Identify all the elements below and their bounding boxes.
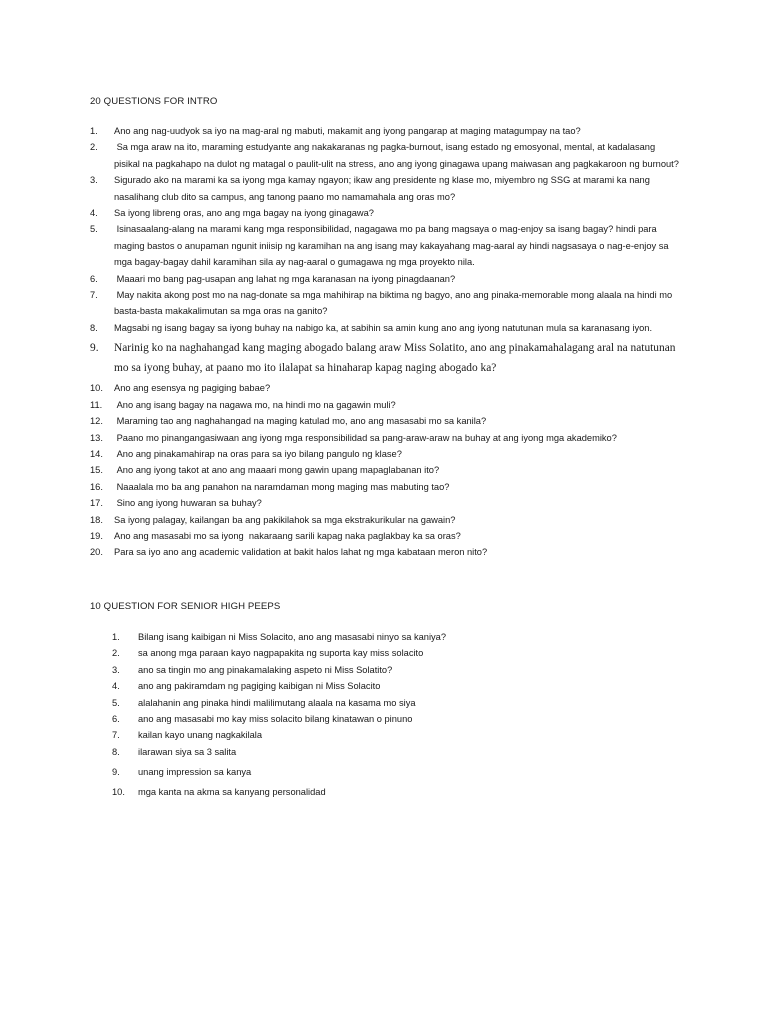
intro-questions-list (90, 123, 680, 561)
list-item (112, 645, 672, 661)
item-number: 15. (90, 465, 103, 476)
item-text: Paano mo pinangangasiwaan ang iyong mga responsibilidad sa pang-araw-araw na buhay at ang iyong mga akademiko? (114, 432, 617, 443)
list-item (112, 662, 672, 678)
item-text: Sa mga araw na ito, maraming estudyante ang nakakaranas ng pagka-burnout, isang estado ng emosyonal, mental, at kadalasang pisikal na pagkahapo na dulot ng matagal o paulit-ulit na stress, ano ang iyong ginagawa upang maiwasan ang pagkakaroon ng burnout? (114, 142, 679, 169)
list-item (90, 528, 680, 544)
item-text: May nakita akong post mo na nag-donate sa mga mahihirap na biktima ng bagyo, ano ang pinaka-memorable mong alaala na hindi mo basta-basta makakalimutan sa mga oras na ganito? (114, 290, 675, 317)
item-text: Ano ang esensya ng pagiging babae? (114, 383, 271, 394)
item-number: 10. (112, 786, 125, 797)
list-item (112, 629, 672, 645)
list-item (90, 446, 680, 462)
item-text: Bilang isang kaibigan ni Miss Solacito, ano ang masasabi ninyo sa kaniya? (138, 632, 447, 642)
list-item (90, 495, 680, 511)
item-number: 4. (90, 208, 98, 219)
list-item (90, 221, 680, 270)
item-text: sa anong mga paraan kayo nagpapakita ng suporta kay miss solacito (138, 648, 424, 659)
item-text: ano sa tingin mo ang pinakamalaking aspeto ni Miss Solatito? (138, 664, 393, 675)
item-text: Maaari mo bang pag-usapan ang lahat ng mga karanasan na iyong pinagdaanan? (114, 273, 456, 284)
item-number: 3. (112, 664, 120, 675)
item-text: Narinig ko na naghahangad kang maging abogado balang araw Miss Solatito, ano ang pinakamahalagang aral na natutunan mo sa iyong buhay, at paano mo ito ilalapat sa hinaharap kapag naging abogado ka? (114, 342, 679, 374)
list-item (112, 711, 672, 727)
list-item (112, 744, 672, 760)
list-item (90, 462, 680, 478)
item-text: ilarawan siya sa 3 salita (138, 746, 237, 757)
list-item (90, 139, 680, 172)
list-item (90, 320, 680, 336)
item-number: 20. (90, 547, 103, 558)
item-text: ano ang pakiramdam ng pagiging kaibigan ni Miss Solacito (138, 681, 381, 692)
item-number: 12. (90, 416, 103, 427)
item-text: Sa iyong libreng oras, ano ang mga bagay na iyong ginagawa? (114, 208, 374, 219)
item-text: unang impression sa kanya (138, 767, 252, 778)
item-text: Ano ang pinakamahirap na oras para sa iyo bilang pangulo ng klase? (114, 448, 402, 459)
item-number: 18. (90, 514, 103, 525)
item-text: Ano ang iyong takot at ano ang maaari mong gawin upang mapaglabanan ito? (114, 465, 440, 476)
item-number: 5. (90, 224, 98, 235)
list-item (112, 784, 672, 800)
item-number: 19. (90, 530, 103, 541)
item-text: Ano ang masasabi mo sa iyong nakaraang sarili kapag naka paglakbay ka sa oras? (114, 530, 461, 541)
item-number: 6. (112, 714, 120, 725)
item-number: 5. (112, 697, 120, 708)
item-number: 14. (90, 448, 103, 459)
item-number: 9. (112, 767, 120, 778)
item-number: 9. (90, 342, 99, 355)
list-item (90, 512, 680, 528)
item-number: 17. (90, 498, 103, 509)
item-text: Sa iyong palagay, kailangan ba ang pakikilahok sa mga ekstrakurikular na gawain? (114, 514, 456, 525)
list-item (90, 287, 680, 320)
item-text: Ano ang nag-uudyok sa iyo na mag-aral ng mabuti, makamit ang iyong pangarap at maging matagumpay na tao? (114, 126, 581, 136)
item-number: 2. (112, 648, 120, 659)
item-text: Ano ang isang bagay na nagawa mo, na hindi mo na gagawin muli? (114, 399, 396, 410)
list-item (90, 430, 680, 446)
list-item (90, 339, 680, 378)
list-item (90, 172, 680, 205)
item-number: 10. (90, 383, 103, 394)
list-item (112, 695, 672, 711)
item-number: 3. (90, 175, 98, 186)
item-number: 6. (90, 273, 98, 284)
list-item (90, 271, 680, 287)
item-text: Para sa iyo ano ang academic validation at bakit halos lahat ng mga kabataan meron nito? (114, 547, 488, 558)
item-number: 8. (112, 746, 120, 757)
item-text: mga kanta na akma sa kanyang personalidad (138, 786, 326, 797)
item-text: alalahanin ang pinaka hindi malilimutang alaala na kasama mo siya (138, 697, 416, 708)
item-number: 4. (112, 681, 120, 692)
section-heading-intro: 20 QUESTIONS FOR INTRO (90, 96, 218, 107)
item-number: 11. (90, 399, 103, 410)
list-item (90, 205, 680, 221)
item-number: 1. (112, 632, 120, 642)
list-item (112, 764, 672, 780)
item-number: 16. (90, 481, 103, 492)
list-item (112, 727, 672, 743)
item-text: Sigurado ako na marami ka sa iyong mga kamay ngayon; ikaw ang presidente ng klase mo, miyembro ng SSG at marami ka nang nasalihang club dito sa campus, ang tanong paano mo namamahala ang oras mo? (114, 175, 653, 202)
list-item (90, 123, 680, 139)
senior-high-questions-list (112, 629, 672, 800)
list-item (90, 397, 680, 413)
item-number: 7. (90, 290, 98, 301)
item-number: 13. (90, 432, 103, 443)
list-item (90, 413, 680, 429)
list-item (90, 479, 680, 495)
item-text: Maraming tao ang naghahangad na maging katulad mo, ano ang masasabi mo sa kanila? (114, 416, 487, 427)
item-text: Naaalala mo ba ang panahon na naramdaman mong maging mas mabuting tao? (114, 481, 450, 492)
item-text: Isinasaalang-alang na marami kang mga responsibilidad, nagagawa mo pa bang magsaya o mag-enjoy sa isang bagay? hindi para maging bastos o anupaman ngunit iniisip ng karamihan na ang isang may kakayahang mag-aaral ay hindi nagsasaya o nag-e-enjoy sa mga bagay-bagay dahil karamihan sila ay nag-aaral o gumagawa ng mga proyekto nila. (114, 224, 672, 268)
item-text: ano ang masasabi mo kay miss solacito bilang kinatawan o pinuno (138, 714, 413, 725)
item-number: 7. (112, 730, 120, 741)
list-item (90, 380, 680, 396)
item-text: Magsabi ng isang bagay sa iyong buhay na nabigo ka, at sabihin sa amin kung ano ang iyong natutunan mula sa karanasang iyon. (114, 322, 653, 333)
item-number: 8. (90, 322, 98, 333)
item-text: kailan kayo unang nagkakilala (138, 730, 263, 741)
item-text: Sino ang iyong huwaran sa buhay? (114, 498, 262, 509)
section-heading-senior-high: 10 QUESTION FOR SENIOR HIGH PEEPS (90, 601, 281, 612)
item-number: 1. (90, 126, 98, 136)
item-number: 2. (90, 142, 98, 153)
list-item (90, 544, 680, 560)
list-item (112, 678, 672, 694)
